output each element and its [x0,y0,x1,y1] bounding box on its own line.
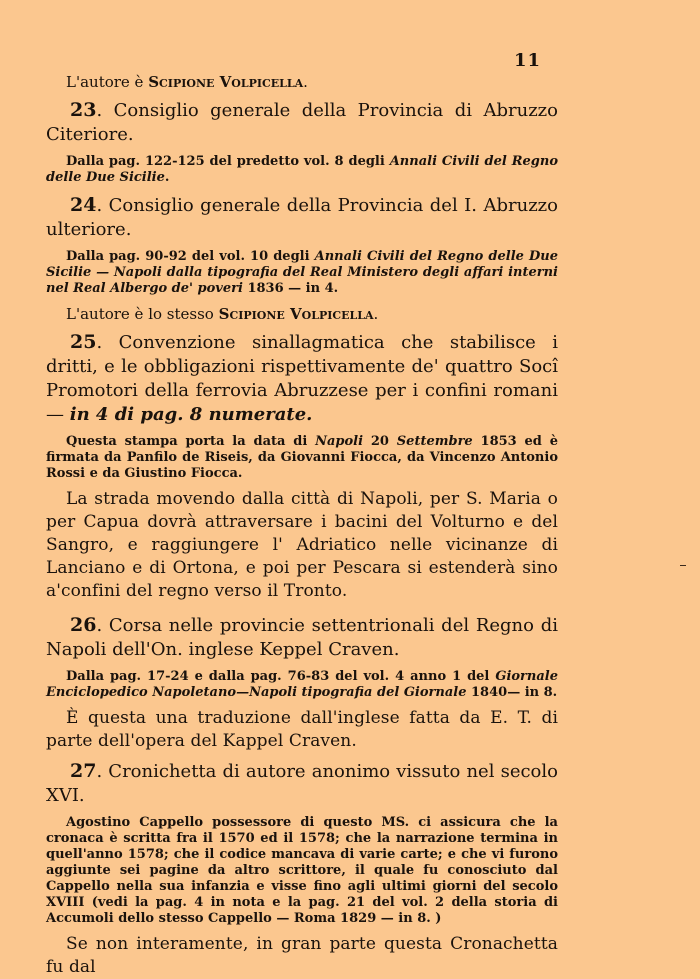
author-line: L'autore è lo stesso Scipione Volpicella. [66,305,379,323]
entry-number: 27 [70,760,97,782]
page-content [46,72,558,979]
body-paragraph-26: È questa una traduzione dall'inglese fatta da E. T. di parte dell'opera del Kappel Craven. [46,708,558,751]
entry-note-25: Questa stampa porta la data di Napoli 20 Settembre 1853 ed è firmata da Panfilo de Riseis, da Giovanni Fiocca, da Vincenzo Antonio Rossi e da Giustino Fiocca. [46,434,558,481]
author-name: Scipione Volpicella [218,305,374,323]
page-number: 11 [514,50,542,71]
entry-note-24: Dalla pag. 90-92 del vol. 10 degli Annali Civili del Regno delle Due Sicilie — Napoli dalla tipografia del Real Ministero degli affari interni nel Real Albergo de' poveri 1836 — in 4. [46,249,558,296]
entry-number: 23 [70,99,97,121]
entry-note-26: Dalla pag. 17-24 e dalla pag. 76-83 del vol. 4 anno 1 del Giornale Enciclopedico Napoletano—Napoli tipografia del Giornale 1840— in 8. [46,669,558,700]
entry-number: 25 [70,331,97,353]
entry-heading-27: 27. Cronichetta di autore anonimo vissuto nel secolo XVI. [46,760,558,806]
entry-note-23: Dalla pag. 122-125 del predetto vol. 8 degli Annali Civili del Regno delle Due Sicilie. [46,154,558,185]
entry-heading-25: 25. Convenzione sinallagmatica che stabilisce i dritti, e le obbligazioni rispettivamente de' quattro Socî Promotori della ferrovia Abruzzese per i confini romani — in 4 di pag. 8 numerate. [46,331,558,425]
body-paragraph-27: Se non interamente, in gran parte questa Cronachetta fu dal [46,934,558,977]
entry-heading-26: 26. Corsa nelle provincie settentrionali del Regno di Napoli dell'On. inglese Keppel Craven. [46,614,558,660]
entry-heading-23: 23. Consiglio generale della Provincia di Abruzzo Citeriore. [46,99,558,145]
body-paragraph-25: La strada movendo dalla città di Napoli, per S. Maria o per Capua dovrà attraversare i bacini del Volturno e del Sangro, e raggiungere l' Adriatico nelle vicinanze di Lanciano e di Ortona, e poi per Pescara si estenderà sino a'confini del regno verso il Tronto. [46,489,558,601]
entry-heading-24: 24. Consiglio generale della Provincia del I. Abruzzo ulteriore. [46,194,558,240]
entry-number: 26 [70,614,97,636]
author-line: L'autore è Scipione Volpicella. [66,73,308,91]
entry-number: 24 [70,194,97,216]
entry-note-27: Agostino Cappello possessore di questo MS. ci assicura che la cronaca è scritta fra il 1570 ed il 1578; che la narrazione termina in quell'anno 1578; che il codice mancava di varie carte; e che vi furono aggiunte sei pagine da altro scrittore, il quale fu conosciuto dal Cappello nella sua infanzia e visse fino agli ultimi giorni del secolo XVIII (vedi la pag. 4 in nota e la pag. 21 del vol. 2 della storia di Accumoli dello stesso Cappello — Roma 1829 — in 8. ) [46,815,558,926]
margin-mark [680,565,686,566]
author-name: Scipione Volpicella [148,73,304,91]
